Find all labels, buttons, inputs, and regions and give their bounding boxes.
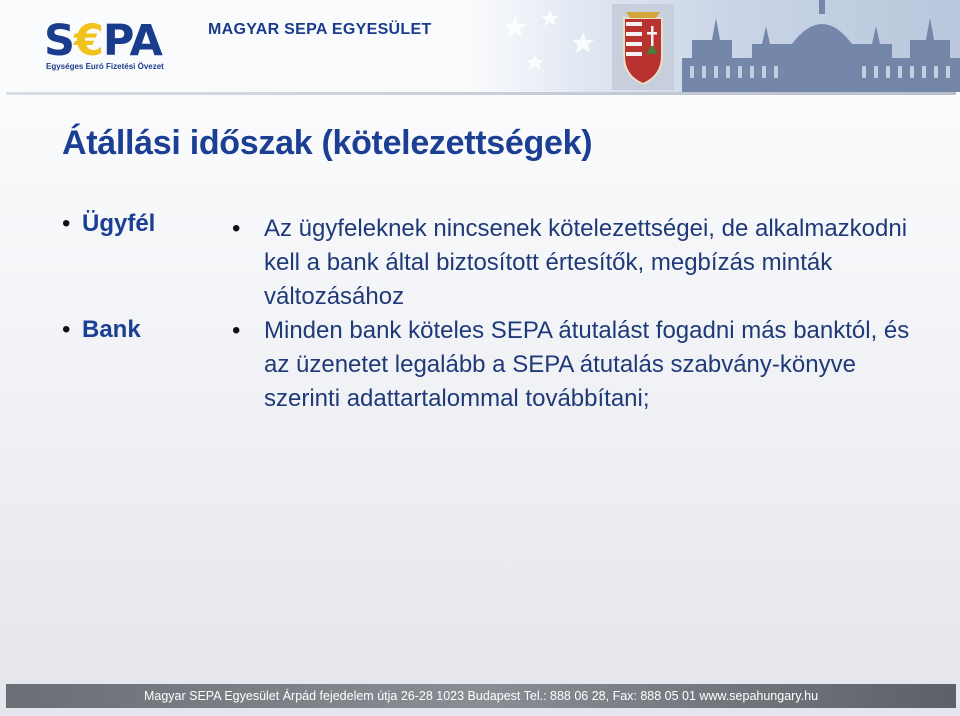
footer-contact-text: Magyar SEPA Egyesület Árpád fejedelem útja 26-28 1023 Budapest Tel.: 888 06 28, Fax: 888 05 01 www.sepahungary.hu [143,689,819,703]
header-banner [0,0,960,92]
bullet-icon: • [232,317,241,344]
bullet-icon: • [62,210,71,237]
organization-name: MAGYAR SEPA EGYESÜLET [208,21,432,38]
label-bank: • Bank [62,316,141,343]
sepa-logo-wordmark: S€PA [44,16,162,66]
header-divider [6,92,956,95]
content-column [232,212,912,416]
list-item-bank-obligations: • Minden bank köteles SEPA átutalást fogadni más banktól, és az üzenetet legalább a SEPA átutalás szabvány-könyve szerinti adattartalommal továbbítani; [232,314,912,416]
label-customer: • Ügyfél [62,210,156,237]
slide-title: Átállási időszak (kötelezettségek) [62,124,593,162]
logo-subtitle: Egységes Euró Fizetési Övezet [46,62,164,71]
list-item-customer-obligations: • Az ügyfeleknek nincsenek kötelezettségei, de alkalmazkodni kell a bank által biztosított értesítők, megbízás minták változásához [232,212,912,314]
euro-sign-icon: € [73,16,103,66]
bullet-icon: • [232,215,241,242]
eu-stars-icon [495,2,605,88]
sepa-logo [44,18,204,80]
hungarian-coat-of-arms-icon [612,4,674,90]
parliament-building-icon [682,0,960,92]
footer-bar [6,684,956,708]
bullet-icon: • [62,316,71,343]
